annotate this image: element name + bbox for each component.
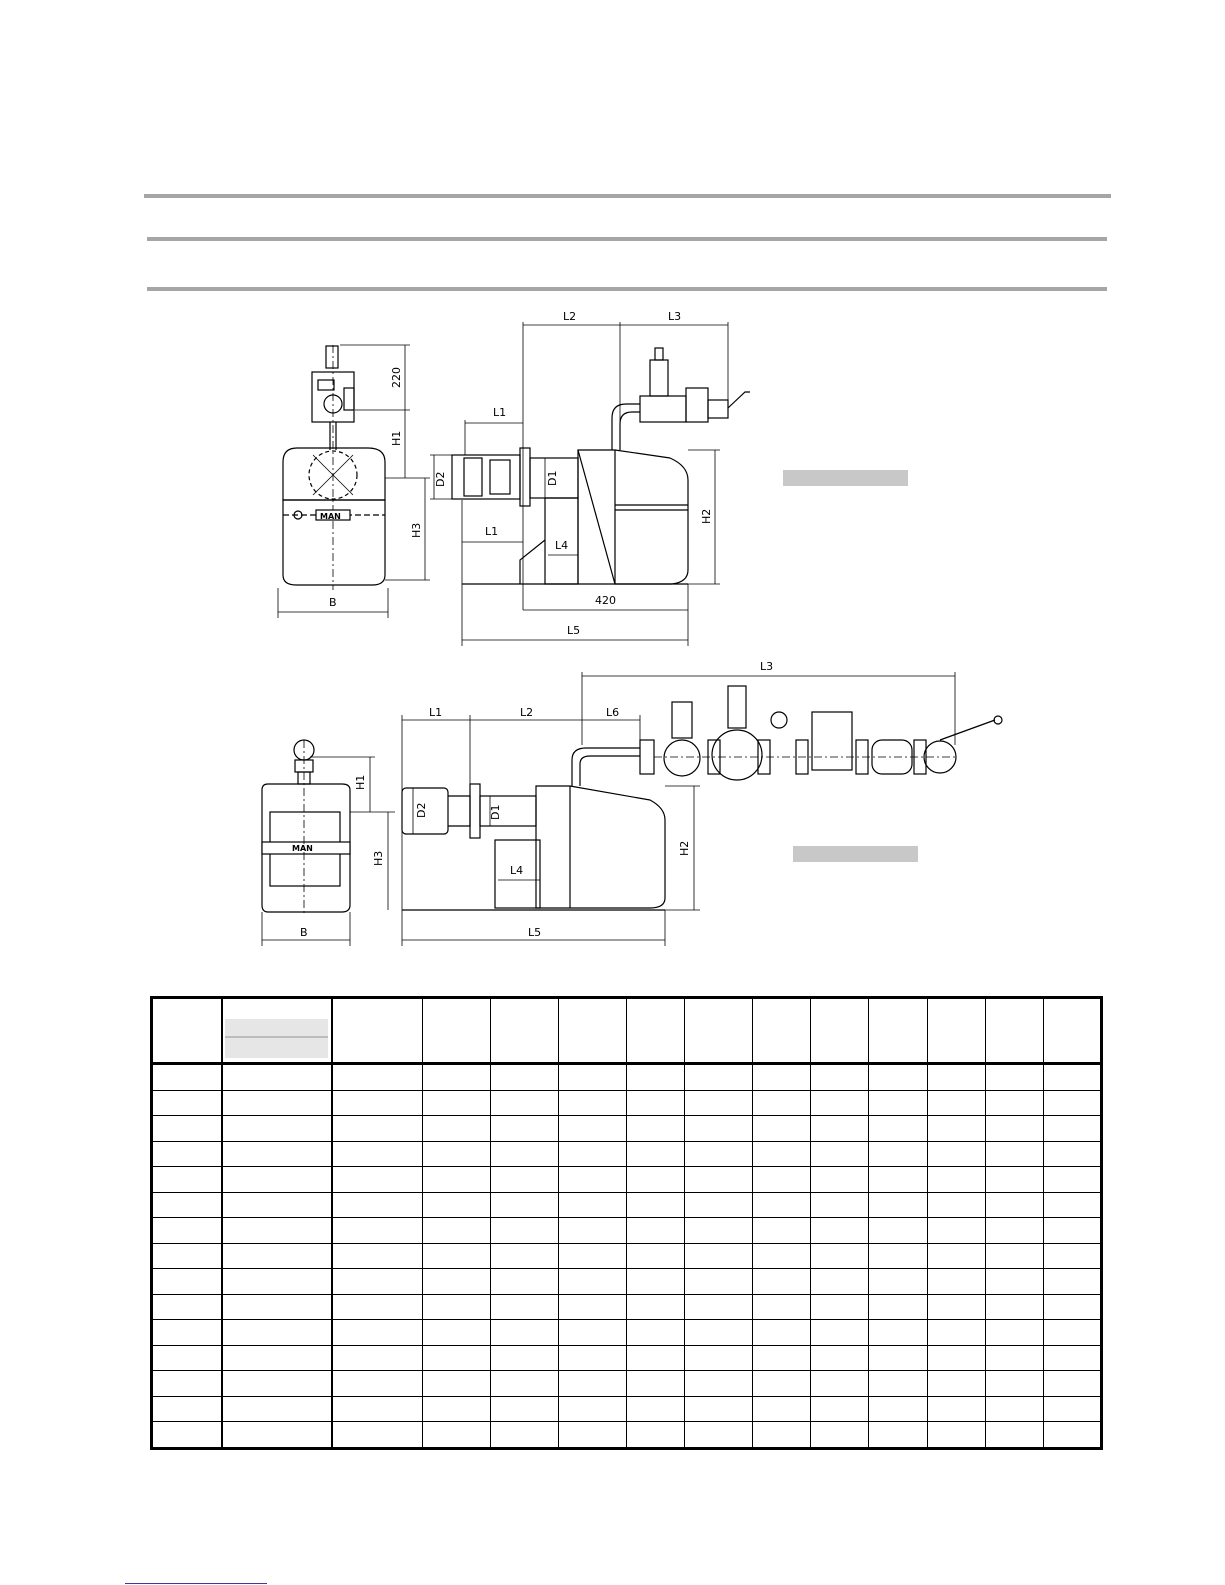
table-cell <box>626 1243 684 1269</box>
dim-l2-b: L2 <box>520 706 534 719</box>
table-cell <box>222 1064 332 1091</box>
table-cell <box>869 1141 927 1167</box>
table-cell <box>222 1243 332 1269</box>
table-cell <box>558 1064 626 1091</box>
table-cell <box>490 1345 558 1371</box>
bottom-front-view <box>262 740 395 946</box>
table-cell <box>985 1167 1043 1193</box>
table-cell <box>811 1320 869 1346</box>
table-cell <box>490 1243 558 1269</box>
table-cell <box>927 1218 985 1244</box>
table-cell <box>985 1090 1043 1116</box>
dim-l1-top: L1 <box>493 406 507 419</box>
top-front-view <box>278 345 430 618</box>
table-cell <box>626 1422 684 1449</box>
table-cell <box>422 1167 490 1193</box>
table-cell <box>685 1396 753 1422</box>
table-cell <box>490 1294 558 1320</box>
table-cell <box>985 1243 1043 1269</box>
table-cell <box>753 1116 811 1142</box>
header-shade-line <box>225 1036 328 1038</box>
table-cell <box>490 1269 558 1295</box>
table-cell <box>558 1116 626 1142</box>
table-cell <box>985 1422 1043 1449</box>
table-cell <box>626 1090 684 1116</box>
footer-line <box>125 1583 267 1584</box>
table-cell <box>927 998 985 1064</box>
dim-b: B <box>329 596 337 609</box>
table-cell <box>927 1345 985 1371</box>
table-cell <box>811 1064 869 1091</box>
table-cell <box>811 1116 869 1142</box>
table-cell <box>927 1294 985 1320</box>
table-cell <box>422 1064 490 1091</box>
table-cell <box>685 1294 753 1320</box>
table-cell <box>985 1064 1043 1091</box>
table-cell <box>685 1064 753 1091</box>
table-cell <box>811 1345 869 1371</box>
table-cell <box>332 1320 422 1346</box>
table-cell <box>332 1116 422 1142</box>
table-cell <box>985 1320 1043 1346</box>
table-cell <box>869 1269 927 1295</box>
table-cell <box>422 1090 490 1116</box>
table-cell <box>222 1320 332 1346</box>
table-cell <box>626 1192 684 1218</box>
table-cell <box>811 1371 869 1397</box>
table-cell <box>985 1192 1043 1218</box>
table-cell <box>927 1116 985 1142</box>
table-cell <box>626 1167 684 1193</box>
table-cell <box>753 1218 811 1244</box>
table-cell <box>1043 1396 1101 1422</box>
logo-man: MAN <box>320 512 341 521</box>
table-cell <box>1043 1116 1101 1142</box>
table-cell <box>1043 1064 1101 1091</box>
dim-l6-b: L6 <box>606 706 620 719</box>
table-cell <box>753 1269 811 1295</box>
table-cell <box>869 1371 927 1397</box>
dim-d1-b: D1 <box>489 804 502 820</box>
table-cell <box>1043 1090 1101 1116</box>
table-cell <box>490 998 558 1064</box>
table-cell <box>152 1141 222 1167</box>
table-row <box>152 1396 1102 1422</box>
table-cell <box>811 1218 869 1244</box>
table-cell <box>753 1422 811 1449</box>
table-cell <box>985 1345 1043 1371</box>
table-cell <box>753 1243 811 1269</box>
table-cell <box>685 1192 753 1218</box>
table-cell <box>685 1218 753 1244</box>
table-cell <box>1043 1294 1101 1320</box>
table-cell <box>927 1371 985 1397</box>
dim-l1-bottom: L1 <box>485 525 499 538</box>
table-cell <box>558 1320 626 1346</box>
table-row <box>152 1243 1102 1269</box>
table-cell <box>422 1116 490 1142</box>
table-cell <box>222 1422 332 1449</box>
table-cell <box>811 1141 869 1167</box>
table-cell <box>811 1192 869 1218</box>
table-cell <box>927 1141 985 1167</box>
table-cell <box>222 1269 332 1295</box>
table-cell <box>753 1371 811 1397</box>
spec-table <box>150 996 1103 1450</box>
table-cell <box>985 1371 1043 1397</box>
table-cell <box>811 1090 869 1116</box>
table-cell <box>422 1218 490 1244</box>
table-cell <box>222 1294 332 1320</box>
table-cell <box>811 1396 869 1422</box>
table-header-row <box>152 998 1102 1064</box>
table-cell <box>1043 1192 1101 1218</box>
table-cell <box>558 1090 626 1116</box>
table-cell <box>685 1090 753 1116</box>
table-cell <box>222 1396 332 1422</box>
table-cell <box>869 1167 927 1193</box>
dim-l4: L4 <box>555 539 569 552</box>
dim-h1-bottom: H1 <box>354 774 367 790</box>
dim-h1: H1 <box>390 430 403 446</box>
table-cell <box>490 1371 558 1397</box>
table-cell <box>1043 998 1101 1064</box>
table-cell <box>422 1294 490 1320</box>
dim-h2: H2 <box>700 508 713 524</box>
dim-d2: D2 <box>434 471 447 487</box>
table-cell <box>152 1269 222 1295</box>
table-cell <box>332 1269 422 1295</box>
table-cell <box>152 1192 222 1218</box>
dimension-labels <box>292 310 773 939</box>
table-cell <box>558 1371 626 1397</box>
table-cell <box>753 1192 811 1218</box>
table-cell <box>626 998 684 1064</box>
table-cell <box>985 1294 1043 1320</box>
table-cell <box>558 1243 626 1269</box>
table-cell <box>685 1320 753 1346</box>
table-row <box>152 1141 1102 1167</box>
table-cell <box>332 1345 422 1371</box>
table-cell <box>626 1218 684 1244</box>
top-side-view <box>430 322 750 646</box>
table-cell <box>152 1064 222 1091</box>
logo-man-bottom: MAN <box>292 844 313 853</box>
table-cell <box>869 1192 927 1218</box>
table-row <box>152 1345 1102 1371</box>
table-cell <box>332 1167 422 1193</box>
table-row <box>152 1064 1102 1091</box>
table-cell <box>626 1320 684 1346</box>
table-cell <box>685 1345 753 1371</box>
table-cell <box>927 1396 985 1422</box>
dim-l3: L3 <box>668 310 682 323</box>
table-cell <box>985 1141 1043 1167</box>
table-cell <box>152 998 222 1064</box>
dim-h2-b: H2 <box>678 840 691 856</box>
table-cell <box>985 998 1043 1064</box>
table-cell <box>332 1371 422 1397</box>
table-cell <box>558 1422 626 1449</box>
table-cell <box>626 1396 684 1422</box>
table-cell <box>332 1422 422 1449</box>
dim-l5: L5 <box>567 624 581 637</box>
table-cell <box>490 1192 558 1218</box>
table-cell <box>558 1396 626 1422</box>
dim-220: 220 <box>390 367 403 388</box>
table-cell <box>869 1422 927 1449</box>
table-cell <box>558 1294 626 1320</box>
table-row <box>152 1371 1102 1397</box>
table-cell <box>152 1090 222 1116</box>
table-cell <box>422 1422 490 1449</box>
table-cell <box>811 1167 869 1193</box>
table-cell <box>152 1371 222 1397</box>
table-cell <box>1043 1320 1101 1346</box>
table-cell <box>753 1320 811 1346</box>
dim-l4-b: L4 <box>510 864 524 877</box>
table-cell <box>558 1167 626 1193</box>
table-cell <box>811 1422 869 1449</box>
table-cell <box>753 1294 811 1320</box>
table-cell <box>222 1116 332 1142</box>
table-cell <box>869 1064 927 1091</box>
table-cell <box>222 1192 332 1218</box>
table-cell <box>152 1218 222 1244</box>
table-cell <box>558 998 626 1064</box>
table-cell <box>222 1371 332 1397</box>
table-cell <box>1043 1167 1101 1193</box>
table-cell <box>422 1320 490 1346</box>
table-cell <box>222 1141 332 1167</box>
table-cell <box>626 1064 684 1091</box>
table-cell <box>490 1320 558 1346</box>
dim-420: 420 <box>595 594 616 607</box>
table-cell <box>811 1243 869 1269</box>
table-cell <box>811 1269 869 1295</box>
table-cell <box>490 1167 558 1193</box>
table-row <box>152 1167 1102 1193</box>
table-cell <box>222 998 332 1064</box>
table-cell <box>422 1141 490 1167</box>
table-cell <box>927 1090 985 1116</box>
dim-h3-bottom: H3 <box>372 850 385 866</box>
table-row <box>152 1320 1102 1346</box>
table-cell <box>1043 1269 1101 1295</box>
table-cell <box>869 1218 927 1244</box>
table-cell <box>1043 1141 1101 1167</box>
table-cell <box>332 1141 422 1167</box>
table-cell <box>685 1141 753 1167</box>
table-cell <box>332 1090 422 1116</box>
table-cell <box>869 1090 927 1116</box>
table-cell <box>558 1192 626 1218</box>
table-cell <box>869 1396 927 1422</box>
table-cell <box>869 998 927 1064</box>
table-cell <box>927 1192 985 1218</box>
table-row <box>152 1269 1102 1295</box>
table-cell <box>685 1422 753 1449</box>
table-row <box>152 1218 1102 1244</box>
table-cell <box>558 1218 626 1244</box>
table-row <box>152 1422 1102 1449</box>
gray-label-box-1 <box>783 470 908 486</box>
table-cell <box>927 1243 985 1269</box>
table-cell <box>927 1064 985 1091</box>
table-cell <box>626 1141 684 1167</box>
table-cell <box>222 1167 332 1193</box>
table-cell <box>490 1064 558 1091</box>
table-cell <box>332 1192 422 1218</box>
table-cell <box>152 1243 222 1269</box>
dim-b-bottom: B <box>300 926 308 939</box>
dim-l3-b: L3 <box>760 660 774 673</box>
table-cell <box>558 1141 626 1167</box>
table-row <box>152 1116 1102 1142</box>
table-cell <box>422 998 490 1064</box>
table-cell <box>332 1243 422 1269</box>
table-cell <box>422 1396 490 1422</box>
table-cell <box>1043 1371 1101 1397</box>
table-cell <box>490 1396 558 1422</box>
table-row <box>152 1192 1102 1218</box>
table-cell <box>490 1218 558 1244</box>
table-cell <box>422 1243 490 1269</box>
table-cell <box>927 1320 985 1346</box>
table-cell <box>685 1269 753 1295</box>
table-cell <box>985 1396 1043 1422</box>
table-cell <box>869 1294 927 1320</box>
table-cell <box>558 1345 626 1371</box>
table-cell <box>332 998 422 1064</box>
table-cell <box>753 1396 811 1422</box>
table-cell <box>332 1064 422 1091</box>
table-cell <box>811 998 869 1064</box>
table-cell <box>490 1141 558 1167</box>
table-cell <box>1043 1345 1101 1371</box>
table-cell <box>869 1320 927 1346</box>
table-cell <box>685 998 753 1064</box>
table-cell <box>332 1396 422 1422</box>
table-cell <box>685 1116 753 1142</box>
dim-d2-b: D2 <box>415 802 428 818</box>
table-cell <box>626 1371 684 1397</box>
table-cell <box>626 1116 684 1142</box>
table-cell <box>422 1269 490 1295</box>
table-cell <box>985 1269 1043 1295</box>
dim-l1-b: L1 <box>429 706 443 719</box>
table-cell <box>927 1269 985 1295</box>
table-cell <box>626 1345 684 1371</box>
table-cell <box>332 1218 422 1244</box>
table-cell <box>422 1192 490 1218</box>
table-cell <box>490 1090 558 1116</box>
table-cell <box>1043 1243 1101 1269</box>
dim-l5-b: L5 <box>528 926 542 939</box>
table-cell <box>927 1422 985 1449</box>
table-row <box>152 1294 1102 1320</box>
table-cell <box>927 1167 985 1193</box>
table-row <box>152 1090 1102 1116</box>
table-cell <box>152 1294 222 1320</box>
table-cell <box>152 1167 222 1193</box>
table-cell <box>753 1064 811 1091</box>
gray-label-box-2 <box>793 846 918 862</box>
table-cell <box>152 1396 222 1422</box>
table-cell <box>685 1167 753 1193</box>
table-cell <box>626 1294 684 1320</box>
table-cell <box>332 1294 422 1320</box>
dim-h3: H3 <box>410 522 423 538</box>
table-cell <box>422 1345 490 1371</box>
table-cell <box>685 1243 753 1269</box>
table-cell <box>152 1422 222 1449</box>
dim-l2: L2 <box>563 310 577 323</box>
table-cell <box>869 1345 927 1371</box>
table-cell <box>685 1371 753 1397</box>
table-cell <box>753 1345 811 1371</box>
table-cell <box>869 1116 927 1142</box>
table-cell <box>626 1269 684 1295</box>
table-cell <box>753 998 811 1064</box>
table-cell <box>152 1116 222 1142</box>
table-cell <box>222 1090 332 1116</box>
table-cell <box>753 1141 811 1167</box>
table-cell <box>490 1422 558 1449</box>
table-cell <box>869 1243 927 1269</box>
table-cell <box>152 1320 222 1346</box>
table-cell <box>811 1294 869 1320</box>
table-cell <box>558 1269 626 1295</box>
table-cell <box>985 1116 1043 1142</box>
table-cell <box>985 1218 1043 1244</box>
table-cell <box>1043 1422 1101 1449</box>
table-cell <box>753 1167 811 1193</box>
table-cell <box>1043 1218 1101 1244</box>
table-cell <box>222 1218 332 1244</box>
table-cell <box>422 1371 490 1397</box>
table-cell <box>222 1345 332 1371</box>
dim-d1: D1 <box>546 470 559 486</box>
table-cell <box>490 1116 558 1142</box>
table-cell <box>152 1345 222 1371</box>
table-cell <box>753 1090 811 1116</box>
